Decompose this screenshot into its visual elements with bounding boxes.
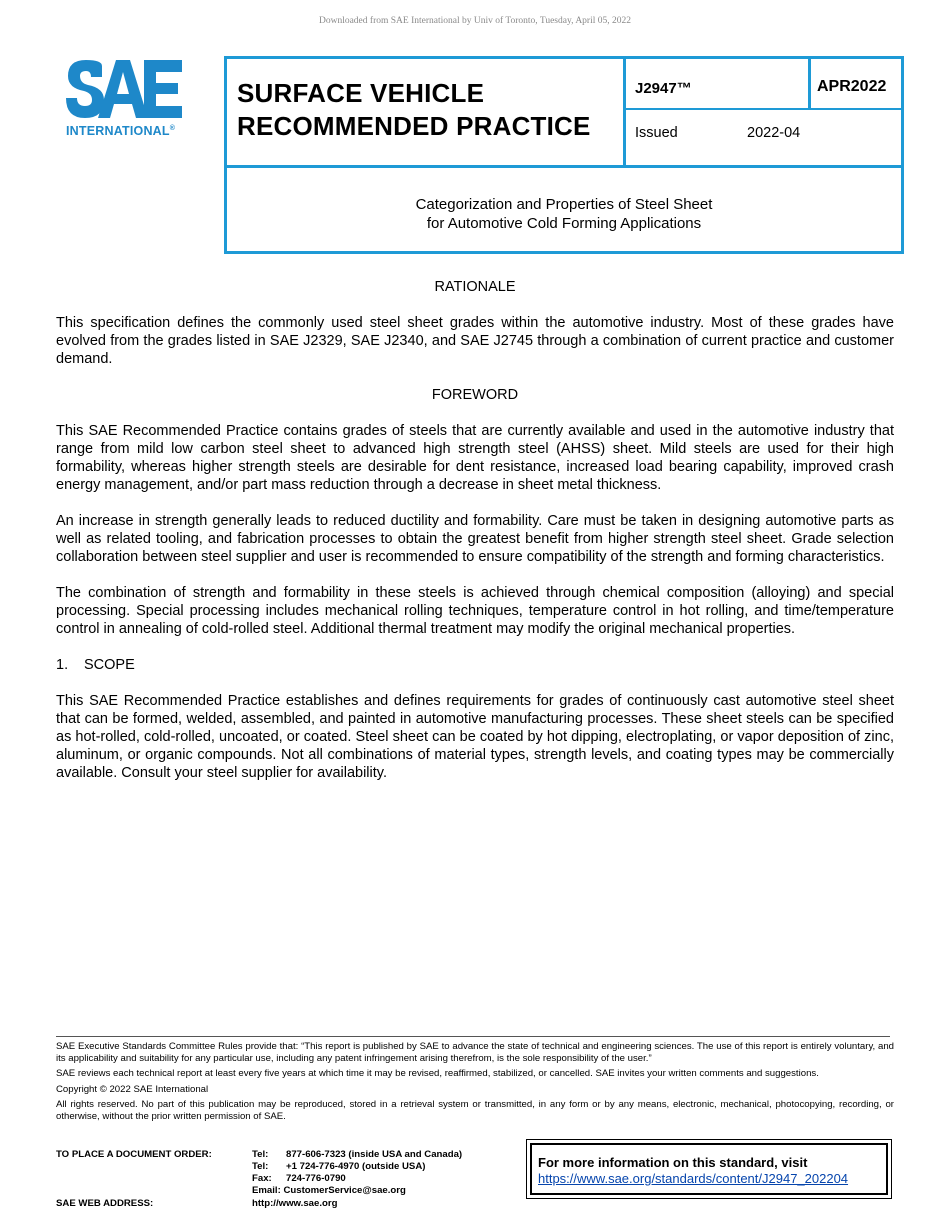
footer-legal — [56, 1041, 894, 1126]
tel1-value: 877-606-7323 (inside USA and Canada) — [286, 1149, 463, 1160]
email-contact[interactable]: Email: CustomerService@sae.org — [252, 1185, 406, 1196]
order-label: TO PLACE A DOCUMENT ORDER: — [56, 1149, 212, 1160]
document-date-code: APR2022 — [817, 78, 887, 95]
foreword-paragraph-3: The combination of strength and formability in these steels is achieved through chemical composition (alloying) and special processing. Special processing includes mechanical rolling techniques, temperature control in hot rolling, and time/temperature control in annealing of cold-rolled steel. Additional thermal treatment may modify the original mechanical properties. — [56, 585, 894, 637]
header-divider-horizontal — [623, 108, 904, 110]
document-type-title: SURFACE VEHICLE RECOMMENDED PRACTICE — [237, 78, 591, 141]
logo-subtitle: INTERNATIONAL® — [66, 124, 176, 138]
download-watermark: Downloaded from SAE International by Univ of Toronto, Tuesday, April 05, 2022 — [318, 16, 631, 26]
scope-paragraph: This SAE Recommended Practice establishes and defines requirements for grades of continuously cast automotive steel sheet that can be formed, welded, assembled, and painted in automotive manufacturing processes. These sheet steels can be specified as hot-rolled, cold-rolled, uncoated, or coated. Steel sheet can be coated by hot dipping, electroplating, or vapor deposition of zinc, aluminum, or organic compounds. Not all combinations of material types, strength levels, and coating types may be commercially available. Consult your steel supplier for availability. — [56, 693, 894, 781]
fax-label: Fax: — [252, 1173, 272, 1184]
web-url-link[interactable]: http://www.sae.org — [252, 1198, 338, 1209]
document-body — [56, 278, 894, 800]
rationale-paragraph: This specification defines the commonly used steel sheet grades within the automotive industry. Most of these grades have evolved from the grades listed in SAE J2329, SAE J2340, and SAE J2745 through a combination of current practice and customer demand. — [56, 315, 894, 367]
footer-divider — [56, 1036, 890, 1037]
issued-value: 2022-04 — [747, 125, 801, 141]
more-info-box — [526, 1139, 892, 1199]
web-label: SAE WEB ADDRESS: — [56, 1198, 154, 1209]
foreword-paragraph-2: An increase in strength generally leads to reduced ductility and formability. Care must be taken in designing automotive parts as well as related tooling, and fabrication processes to obtain the greatest benefit from higher strength steel sheet. Grade selection collaboration between steel supplier and user is recommended to ensure compatibility of the strength and forming characteristics. — [56, 513, 894, 565]
more-info-title: For more information on this standard, visit — [538, 1155, 808, 1170]
issued-label: Issued — [635, 125, 678, 141]
foreword-paragraph-1: This SAE Recommended Practice contains grades of steels that are currently available and used in the automotive industry that range from mild low carbon steel sheet to advanced high strength steel (AHSS) sheet. Mild steels are used for their high formability, whereas higher strength steels are desirable for dent resistance, increased load bearing capability, improved crash energy management, and/or part mass reduction through a decrease in sheet metal thickness. — [56, 423, 894, 493]
fax-value: 724-776-0790 — [286, 1173, 346, 1184]
web-address — [56, 1198, 338, 1209]
document-subtitle: Categorization and Properties of Steel Sheet for Automotive Cold Forming Applications — [415, 196, 713, 232]
foreword-heading: FOREWORD — [431, 387, 519, 403]
document-header-box — [224, 56, 904, 254]
scope-heading: 1. SCOPE — [56, 657, 135, 673]
sae-logo-icon — [66, 60, 184, 120]
footer-rules-text: SAE Executive Standards Committee Rules provide that: “This report is published by SAE to advance the state of technical and engineering sciences. The use of this report is entirely voluntary, and its applicability and suitability for any particular use, including any patent infringement arising therefrom, is the sole responsibility of the user.” — [56, 1041, 894, 1064]
header-divider-vertical-2 — [808, 59, 811, 110]
footer-rights-text: All rights reserved. No part of this publication may be reproduced, stored in a retrieval system or transmitted, in any form or by any means, electronic, mechanical, photocopying, recording, or otherwise, without the prior written permission of SAE. — [56, 1099, 894, 1122]
tel2-value: +1 724-776-4970 (outside USA) — [286, 1161, 426, 1172]
footer-copyright: Copyright © 2022 SAE International — [56, 1083, 209, 1095]
standard-url-link[interactable]: https://www.sae.org/standards/content/J2947_202204 — [538, 1171, 849, 1186]
footer-review-text: SAE reviews each technical report at least every five years at which time it may be revised, reaffirmed, stabilized, or cancelled. SAE invites your written comments and suggestions. — [56, 1068, 819, 1079]
tel1-label: Tel: — [252, 1149, 269, 1160]
order-info — [56, 1149, 463, 1197]
header-divider-bottom — [227, 165, 904, 168]
tel2-label: Tel: — [252, 1161, 269, 1172]
rationale-heading: RATIONALE — [434, 279, 516, 295]
sae-logo — [66, 60, 194, 138]
document-number: J2947™ — [635, 80, 692, 97]
header-divider-vertical — [623, 59, 626, 166]
